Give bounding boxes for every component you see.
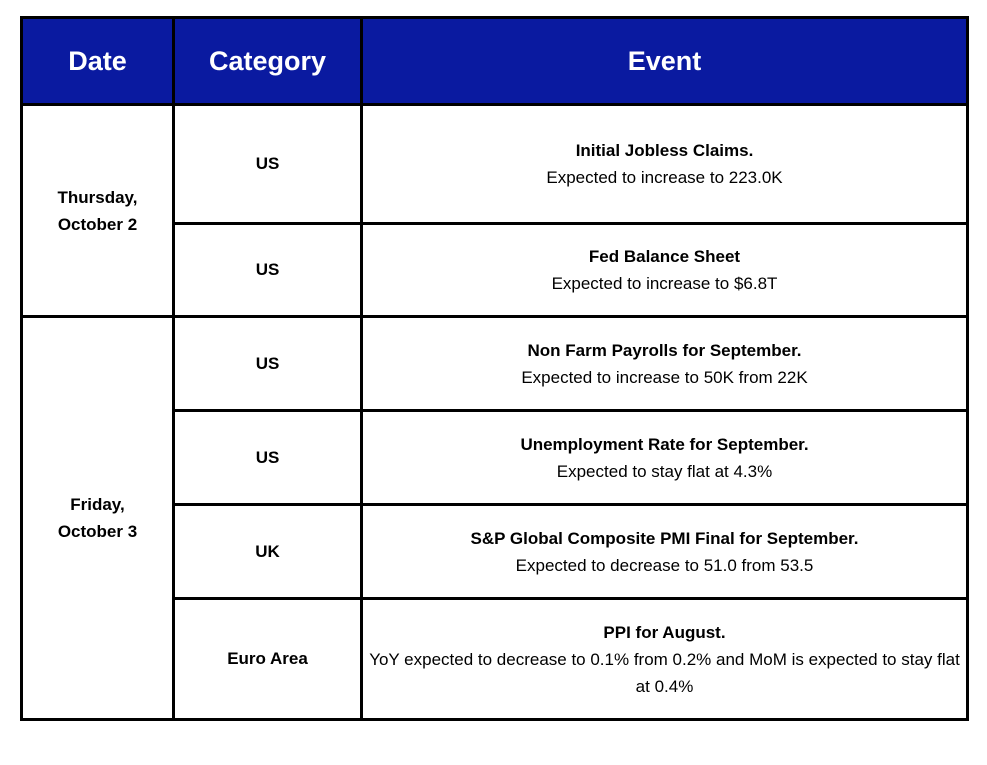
event-title: Initial Jobless Claims. [575, 141, 754, 160]
table-body [22, 105, 968, 720]
event-description: Expected to stay flat at 4.3% [556, 461, 773, 481]
economic-calendar-table [20, 16, 969, 721]
table-row [22, 105, 968, 224]
event-cell [362, 105, 968, 224]
date-line-weekday: Friday, [70, 495, 125, 514]
date-cell-thursday [22, 105, 174, 317]
event-description: Expected to increase to 223.0K [546, 168, 783, 187]
event-title: PPI for August. [603, 622, 726, 642]
date-line-day: October 3 [57, 522, 138, 541]
date-column-header: Date [22, 18, 174, 105]
category-column-header: Category [174, 18, 362, 105]
category-cell: US [174, 411, 362, 505]
event-cell [362, 224, 968, 317]
category-cell: US [174, 317, 362, 411]
event-description: Expected to increase to 50K from 22K [521, 367, 808, 387]
header-row [22, 18, 968, 105]
event-description: YoY expected to decrease to 0.1% from 0.2% and MoM is expected to stay flat at 0.4% [369, 649, 960, 696]
table-row [22, 317, 968, 411]
date-line-weekday: Thursday, [57, 187, 138, 207]
category-cell: Euro Area [174, 599, 362, 720]
event-title: S&P Global Composite PMI Final for September. [470, 528, 859, 548]
event-title: Non Farm Payrolls for September. [527, 340, 802, 360]
date-cell-friday [22, 317, 174, 720]
category-cell: UK [174, 505, 362, 599]
category-cell: US [174, 105, 362, 224]
event-description: Expected to decrease to 51.0 from 53.5 [515, 555, 814, 575]
event-cell [362, 505, 968, 599]
event-cell [362, 317, 968, 411]
category-cell: US [174, 224, 362, 317]
event-title: Fed Balance Sheet [588, 247, 741, 266]
event-title: Unemployment Rate for September. [520, 434, 809, 454]
event-column-header: Event [362, 18, 968, 105]
table-header [22, 18, 968, 105]
event-cell [362, 599, 968, 720]
date-line-day: October 2 [57, 214, 138, 234]
event-description: Expected to increase to $6.8T [551, 274, 778, 293]
event-cell [362, 411, 968, 505]
